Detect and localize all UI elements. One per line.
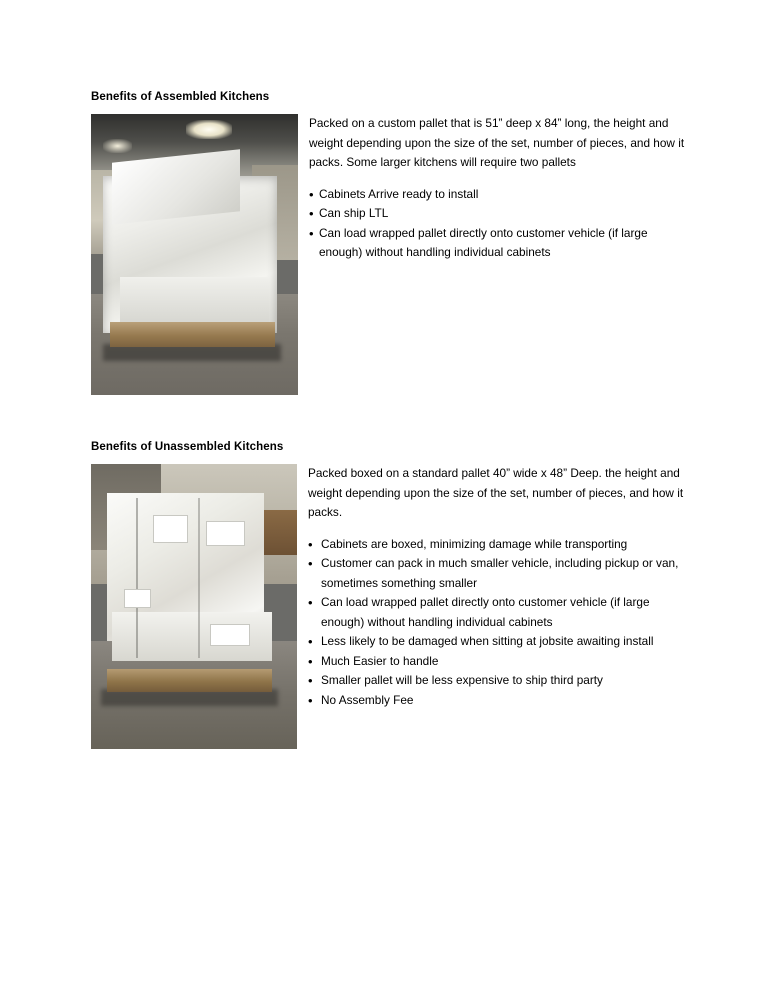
list-item: • Much Easier to handle — [308, 652, 692, 672]
list-item: • Smaller pallet will be less expensive to ship third party — [308, 671, 692, 691]
wooden-pallet — [107, 669, 272, 692]
list-item: • Cabinets Arrive ready to install — [309, 185, 687, 205]
shrink-wrap-lower-band — [120, 277, 269, 328]
list-item: • Cabinets are boxed, minimizing damage while transporting — [308, 535, 692, 555]
text-column-unassembled — [308, 464, 692, 710]
heading-unassembled-kitchens: Benefits of Unassembled Kitchens — [91, 441, 284, 453]
list-item: • Can load wrapped pallet directly onto customer vehicle (if large enough) without handling individual cabinets — [309, 224, 687, 263]
photo-assembled-content — [91, 114, 298, 395]
box-label — [124, 589, 151, 608]
ceiling-light-icon — [186, 120, 232, 140]
box-label — [206, 521, 245, 546]
section-assembled-kitchens — [91, 90, 691, 399]
section-body-unassembled — [91, 464, 691, 754]
text-column-assembled — [309, 114, 687, 263]
photo-unassembled-content — [91, 464, 297, 749]
bullet-list-unassembled — [308, 535, 692, 711]
wooden-pallet — [110, 322, 276, 347]
box-label — [210, 624, 249, 646]
photo-assembled-pallet — [91, 114, 298, 395]
heading-assembled-kitchens: Benefits of Assembled Kitchens — [91, 91, 270, 103]
box-label — [153, 515, 188, 543]
paragraph-unassembled-packing: Packed boxed on a standard pallet 40” wide x 48” Deep. the height and weight depending upon the size of the set, number of pieces, and how it packs. — [308, 466, 684, 519]
bullet-list-assembled — [309, 185, 687, 263]
section-body-assembled — [91, 114, 691, 399]
list-item: • Can ship LTL — [309, 204, 687, 224]
list-item: • Can load wrapped pallet directly onto customer vehicle (if large enough) without handling individual cabinets — [308, 593, 692, 632]
shrink-wrap-seam — [136, 498, 138, 658]
list-item: • No Assembly Fee — [308, 691, 692, 711]
list-item: • Customer can pack in much smaller vehicle, including pickup or van, sometimes something smaller — [308, 554, 692, 593]
list-item: • Less likely to be damaged when sitting at jobsite awaiting install — [308, 632, 692, 652]
ceiling-light-secondary-icon — [103, 139, 132, 153]
paragraph-assembled-packing: Packed on a custom pallet that is 51” deep x 84” long, the height and weight depending upon the size of the set, number of pieces, and how it packs. Some larger kitchens will require two pallets — [309, 116, 685, 169]
photo-unassembled-pallet — [91, 464, 297, 749]
shrink-wrap-seam-secondary — [198, 498, 200, 658]
section-unassembled-kitchens — [91, 440, 691, 754]
